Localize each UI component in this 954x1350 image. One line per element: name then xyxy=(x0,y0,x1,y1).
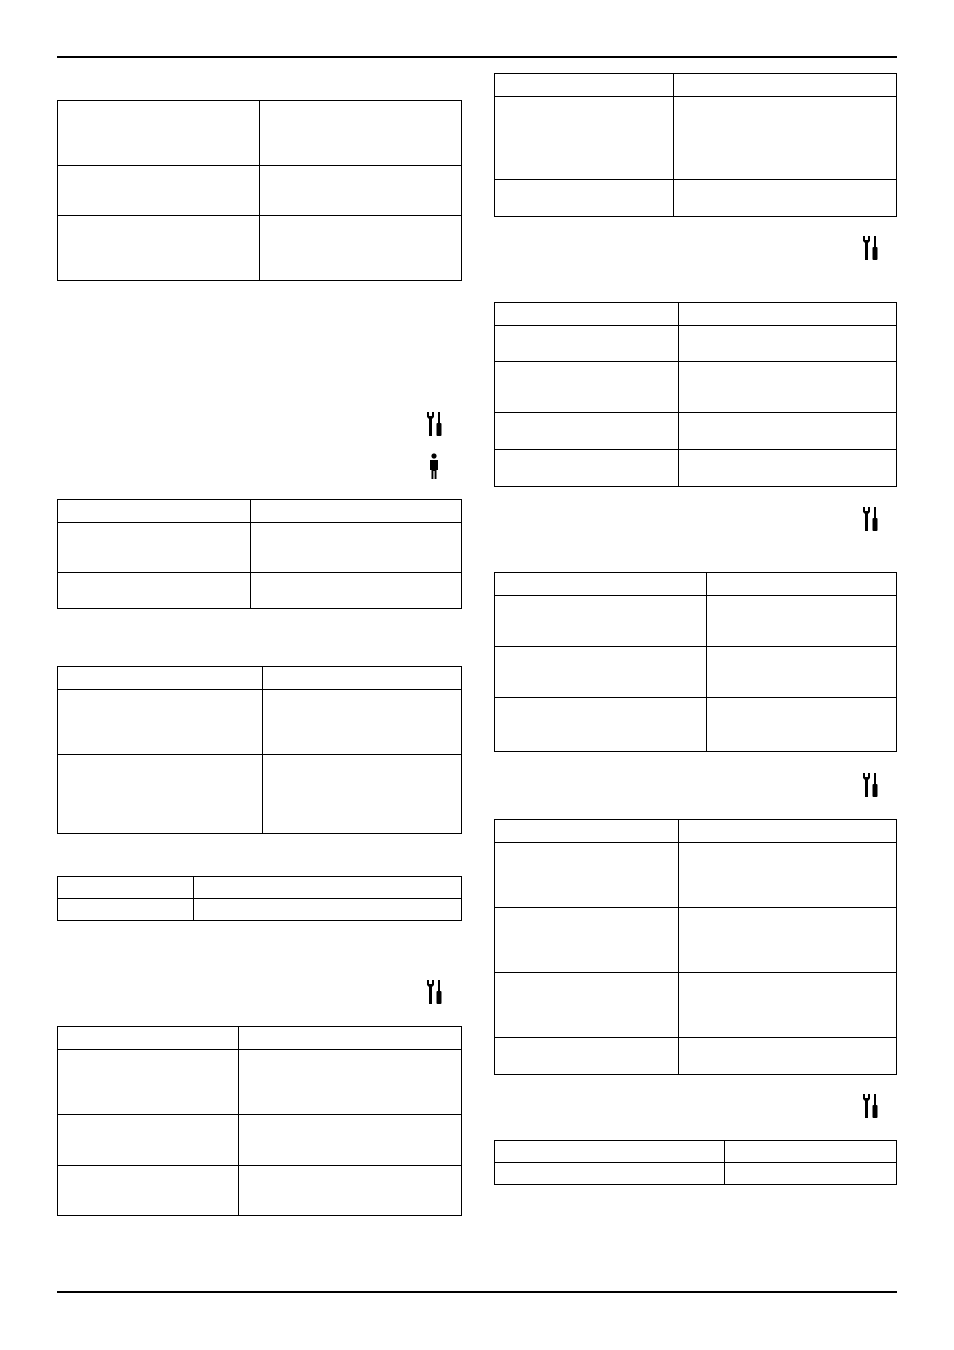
table-row xyxy=(58,899,462,921)
table-cell xyxy=(495,573,707,596)
table-cell xyxy=(495,1141,725,1163)
table-cell xyxy=(679,843,897,908)
table-7 xyxy=(494,302,897,487)
table-cell xyxy=(58,1166,239,1216)
table-row xyxy=(495,1163,897,1185)
table-cell xyxy=(674,180,897,217)
table-row xyxy=(495,820,897,843)
table-row xyxy=(495,450,897,487)
table-cell xyxy=(495,74,674,97)
table-cell xyxy=(251,523,462,573)
table-row xyxy=(58,1050,462,1115)
table-cell xyxy=(495,303,679,326)
table-cell xyxy=(260,166,462,216)
table-cell xyxy=(58,755,263,834)
table-row xyxy=(495,362,897,413)
table-cell xyxy=(495,1038,679,1075)
table-row xyxy=(495,973,897,1038)
table-cell xyxy=(495,450,679,487)
table-cell xyxy=(239,1166,462,1216)
table-cell xyxy=(58,1050,239,1115)
table-row xyxy=(58,523,462,573)
table-cell xyxy=(495,698,707,752)
table-row xyxy=(495,97,897,180)
table-cell xyxy=(707,596,897,647)
table-cell xyxy=(260,101,462,166)
table-cell xyxy=(58,166,260,216)
table-cell xyxy=(251,500,462,523)
table-cell xyxy=(495,908,679,973)
table-row xyxy=(495,647,897,698)
table-cell xyxy=(679,413,897,450)
table-cell xyxy=(58,523,251,573)
table-row xyxy=(495,908,897,973)
table-row xyxy=(58,500,462,523)
tools-icon xyxy=(424,410,444,438)
table-cell xyxy=(58,899,194,921)
tools-icon xyxy=(424,978,444,1006)
table-3 xyxy=(57,666,462,834)
table-cell xyxy=(725,1141,897,1163)
table-2 xyxy=(57,499,462,609)
table-row xyxy=(495,74,897,97)
table-cell xyxy=(58,667,263,690)
table-row xyxy=(495,596,897,647)
table-cell xyxy=(707,647,897,698)
table-cell xyxy=(679,450,897,487)
table-row xyxy=(58,1027,462,1050)
table-cell xyxy=(495,843,679,908)
tools-icon xyxy=(860,771,880,799)
tools-icon xyxy=(860,234,880,262)
table-cell xyxy=(58,216,260,281)
table-cell xyxy=(263,755,462,834)
table-row xyxy=(58,1115,462,1166)
table-row xyxy=(58,166,462,216)
table-row xyxy=(495,180,897,217)
table-cell xyxy=(239,1050,462,1115)
table-8 xyxy=(494,572,897,752)
table-row xyxy=(58,755,462,834)
table-cell xyxy=(495,596,707,647)
table-6 xyxy=(494,73,897,217)
table-row xyxy=(58,1166,462,1216)
table-row xyxy=(495,573,897,596)
table-cell xyxy=(679,973,897,1038)
table-row xyxy=(58,101,462,166)
tools-icon xyxy=(860,1092,880,1120)
table-cell xyxy=(679,303,897,326)
table-row xyxy=(495,698,897,752)
tools-icon xyxy=(860,505,880,533)
table-row xyxy=(495,413,897,450)
table-cell xyxy=(679,362,897,413)
table-cell xyxy=(495,647,707,698)
table-cell xyxy=(495,973,679,1038)
table-cell xyxy=(679,908,897,973)
table-row xyxy=(495,1038,897,1075)
table-cell xyxy=(495,820,679,843)
table-cell xyxy=(707,698,897,752)
table-cell xyxy=(263,667,462,690)
table-cell xyxy=(679,820,897,843)
table-cell xyxy=(58,1027,239,1050)
footer-rule xyxy=(57,1291,897,1293)
table-cell xyxy=(260,216,462,281)
table-cell xyxy=(58,877,194,899)
table-10 xyxy=(494,1140,897,1185)
table-row xyxy=(58,573,462,609)
table-4 xyxy=(57,876,462,921)
table-cell xyxy=(495,180,674,217)
table-row xyxy=(58,690,462,755)
table-cell xyxy=(495,362,679,413)
table-row xyxy=(58,667,462,690)
table-row xyxy=(58,877,462,899)
table-cell xyxy=(58,690,263,755)
table-row xyxy=(495,326,897,362)
table-row xyxy=(495,303,897,326)
table-5 xyxy=(57,1026,462,1216)
table-cell xyxy=(679,326,897,362)
table-cell xyxy=(495,326,679,362)
table-cell xyxy=(495,413,679,450)
table-cell xyxy=(674,97,897,180)
table-cell xyxy=(58,101,260,166)
table-row xyxy=(495,843,897,908)
table-1 xyxy=(57,100,462,281)
table-cell xyxy=(263,690,462,755)
table-cell xyxy=(194,899,462,921)
table-cell xyxy=(674,74,897,97)
table-cell xyxy=(194,877,462,899)
table-cell xyxy=(239,1115,462,1166)
table-cell xyxy=(251,573,462,609)
person-icon xyxy=(426,453,446,481)
table-cell xyxy=(58,573,251,609)
table-cell xyxy=(239,1027,462,1050)
table-cell xyxy=(58,1115,239,1166)
table-row xyxy=(58,216,462,281)
table-cell xyxy=(725,1163,897,1185)
table-cell xyxy=(679,1038,897,1075)
table-cell xyxy=(495,1163,725,1185)
table-cell xyxy=(58,500,251,523)
table-9 xyxy=(494,819,897,1075)
table-row xyxy=(495,1141,897,1163)
header-rule xyxy=(57,56,897,58)
table-cell xyxy=(707,573,897,596)
table-cell xyxy=(495,97,674,180)
